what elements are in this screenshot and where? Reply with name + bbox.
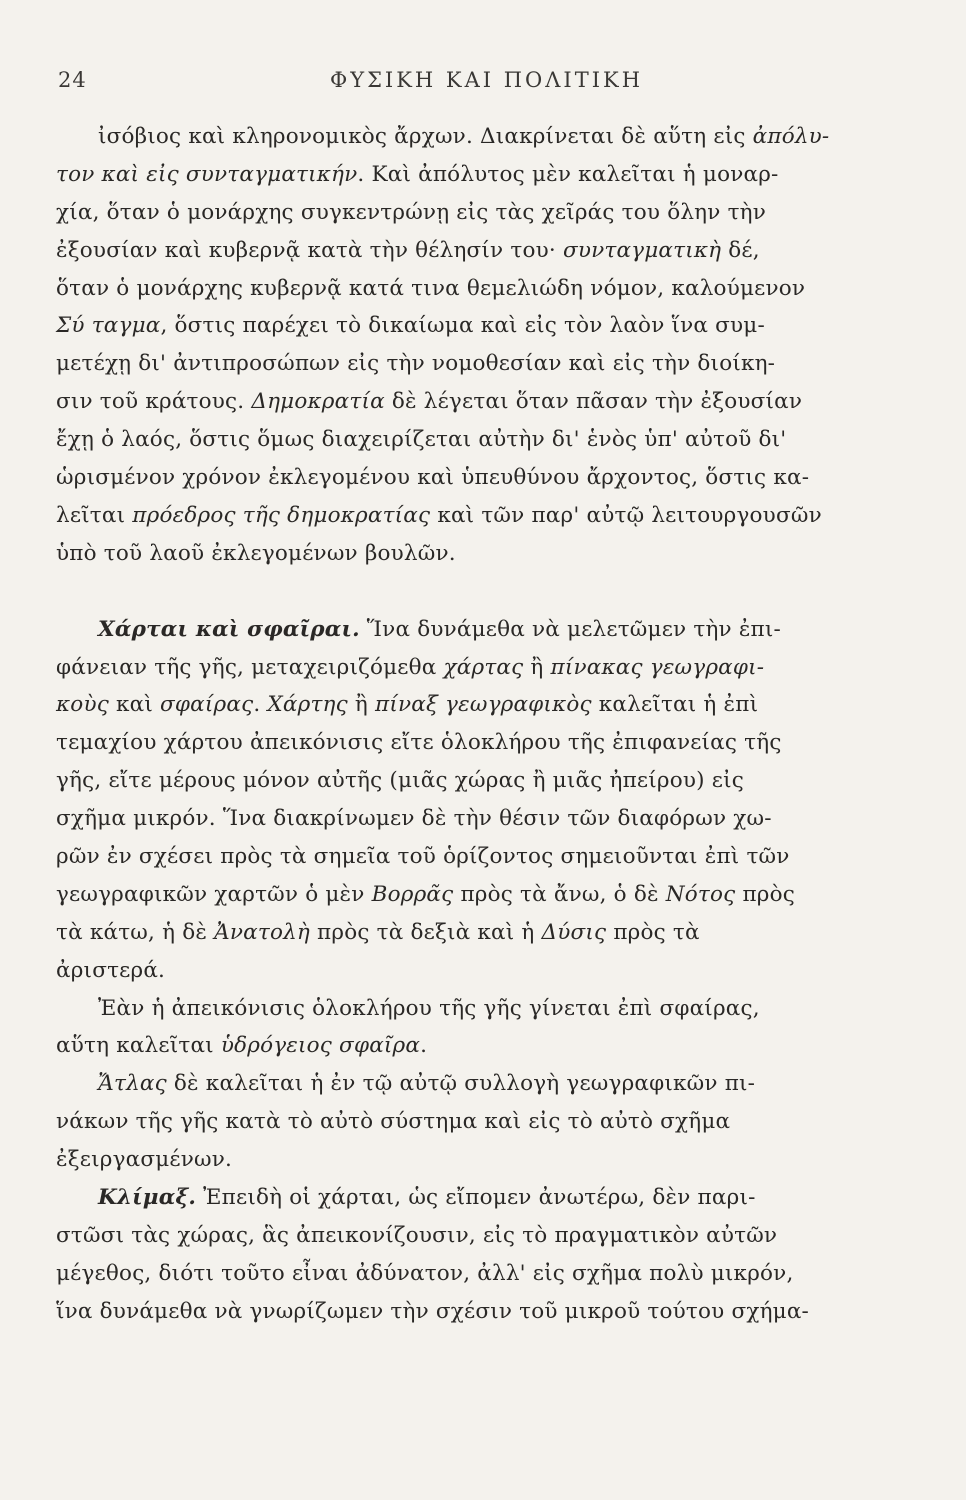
text-line	[56, 1027, 828, 1065]
text-line	[56, 686, 828, 724]
text-run: Ἵνα δυνάμεθα νὰ μελετῶμεν τὴν ἐπι-	[359, 616, 781, 642]
text-line	[56, 232, 828, 270]
text-run: Ἐπειδὴ οἱ χάρται, ὡς εἴπομεν ἀνωτέρω, δὲν παρι-	[196, 1185, 756, 1211]
text-line	[56, 952, 828, 990]
text-run: καὶ	[108, 692, 161, 718]
text-run: ὡρισμένον χρόνον ἐκλεγομένου καὶ ὑπευθύνου ἄρχοντος, ὅστις κα-	[56, 465, 810, 491]
text-line	[56, 800, 828, 838]
text-line	[56, 724, 828, 762]
text-line	[56, 383, 828, 421]
text-run: ἐξουσίαν καὶ κυβερνᾷ κατὰ τὴν θέλησίν του·	[56, 237, 563, 263]
running-title: ΦΥΣΙΚΗ ΚΑΙ ΠΟΛΙΤΙΚΗ	[330, 68, 644, 92]
text-run: στῶσι τὰς χώρας, ἃς ἀπεικονίζουσιν, εἰς τὸ πραγματικὸν αὐτῶν	[56, 1222, 778, 1248]
text-run: φάνειαν τῆς γῆς, μεταχειριζόμεθα	[56, 654, 444, 680]
text-line	[56, 1141, 828, 1179]
text-run: νάκων τῆς γῆς κατὰ τὸ αὐτὸ σύστημα καὶ εἰς τὸ αὐτὸ σχῆμα	[56, 1109, 731, 1135]
paragraph-government-forms	[56, 118, 828, 573]
text-line	[56, 497, 828, 535]
page-number: 24	[58, 68, 87, 92]
italic-term: πίνακας γεωγραφι-	[550, 654, 765, 680]
italic-term: χάρτας	[443, 654, 524, 680]
text-run: ρῶν ἐν σχέσει πρὸς τὰ σημεῖα τοῦ ὁρίζοντος σημειοῦνται ἐπὶ τῶν	[56, 844, 790, 870]
text-run: μετέχῃ δι' ἀντιπροσώπων εἰς τὴν νομοθεσίαν καὶ εἰς τὴν διοίκη-	[56, 351, 776, 377]
text-run: καὶ τῶν παρ' αὐτῷ λειτουργουσῶν	[430, 502, 822, 528]
italic-term: Σύ ταγμα	[56, 313, 161, 339]
text-run: τεμαχίου χάρτου ἀπεικόνισις εἴτε ὁλοκλήρου τῆς ἐπιφανείας τῆς	[56, 730, 782, 756]
text-run: .	[420, 1033, 428, 1059]
text-run: ἔχῃ ὁ λαός, ὅστις ὅμως διαχειρίζεται αὐτὴν δι' ἑνὸς ὑπ' αὐτοῦ δι'	[56, 427, 787, 453]
text-line	[56, 611, 828, 649]
italic-term: Ἀνατολὴ	[214, 919, 311, 945]
text-line	[56, 421, 828, 459]
text-run: δὲ λέγεται ὅταν πᾶσαν τὴν ἐξουσίαν	[384, 389, 803, 415]
paragraph-globe	[56, 990, 828, 1066]
section-heading: Χάρται καὶ σφαῖραι.	[98, 616, 360, 642]
body-text	[56, 118, 828, 1331]
paragraph-atlas	[56, 1065, 828, 1179]
text-run: δὲ καλεῖται ἡ ἐν τῷ αὐτῷ συλλογὴ γεωγραφικῶν πι-	[166, 1071, 756, 1097]
text-line	[56, 649, 828, 687]
paragraph-maps-and-globes	[56, 611, 828, 990]
text-line	[56, 345, 828, 383]
text-line	[56, 914, 828, 952]
italic-term: Χάρτης	[267, 692, 348, 718]
text-run: , ὅστις παρέχει τὸ δικαίωμα καὶ εἰς τὸν λαὸν ἵνα συμ-	[160, 313, 765, 339]
text-run: πρὸς τὰ ἄνω, ὁ δὲ	[453, 881, 666, 907]
text-run: πρὸς	[735, 881, 795, 907]
section-break	[56, 573, 828, 611]
text-run: ἐξειργασμένων.	[56, 1147, 233, 1173]
italic-term: πίναξ γεωγραφικὸς	[375, 692, 592, 718]
italic-term: Δύσις	[541, 919, 607, 945]
text-line	[56, 1065, 828, 1103]
paragraph-scale	[56, 1179, 828, 1331]
italic-term: κοὺς	[56, 692, 109, 718]
running-head	[58, 68, 838, 104]
italic-term: Νότος	[665, 881, 736, 907]
text-run: καλεῖται ἡ ἐπὶ	[591, 692, 759, 718]
text-line	[56, 194, 828, 232]
text-line	[56, 459, 828, 497]
text-line	[56, 156, 828, 194]
text-run: γεωγραφικῶν χαρτῶν ὁ μὲν	[56, 881, 372, 907]
text-run: ἰσόβιος καὶ κληρονομικὸς ἄρχων. Διακρίνεται δὲ αὕτη εἰς	[98, 124, 753, 149]
text-run: ἢ	[523, 654, 551, 680]
text-run: . Καὶ ἀπόλυτος μὲν καλεῖται ἡ μοναρ-	[357, 161, 779, 187]
text-line	[56, 762, 828, 800]
text-line	[56, 1179, 828, 1217]
text-run: ἀριστερά.	[56, 957, 166, 983]
text-run: γῆς, εἴτε μέρους μόνον αὐτῆς (μιᾶς χώρας ἢ μιᾶς ἠπείρου) εἰς	[56, 768, 744, 794]
text-line	[56, 1293, 828, 1331]
text-line	[56, 270, 828, 308]
italic-term: Δημοκρατία	[251, 389, 385, 415]
text-run: ὅταν ὁ μονάρχης κυβερνᾷ κατά τινα θεμελιώδη νόμον, καλούμενον	[56, 275, 806, 301]
text-run: λεῖται	[56, 502, 133, 528]
text-run: αὕτη καλεῖται	[56, 1033, 221, 1059]
italic-term: τον καὶ εἰς συνταγματικήν	[56, 161, 358, 187]
text-run: σχῆμα μικρόν. Ἵνα διακρίνωμεν δὲ τὴν θέσιν τῶν διαφόρων χω-	[56, 806, 772, 832]
text-run: πρὸς τὰ δεξιὰ καὶ ἡ	[310, 919, 542, 945]
text-run: τὰ κάτω, ἡ δὲ	[56, 919, 215, 945]
section-heading: Κλίμαξ.	[98, 1185, 197, 1211]
text-line	[56, 1103, 828, 1141]
text-run: ἵνα δυνάμεθα νὰ γνωρίζωμεν τὴν σχέσιν τοῦ μικροῦ τούτου σχήμα-	[56, 1298, 810, 1324]
text-run: μέγεθος, διότι τοῦτο εἶναι ἀδύνατον, ἀλλ' εἰς σχῆμα πολὺ μικρόν,	[56, 1260, 794, 1286]
text-line	[56, 307, 828, 345]
text-line	[56, 1255, 828, 1293]
italic-term: Βορρᾶς	[371, 881, 454, 907]
text-run: σιν τοῦ κράτους.	[56, 389, 252, 415]
text-run: ὑπὸ τοῦ λαοῦ ἐκλεγομένων βουλῶν.	[56, 540, 456, 566]
text-line	[56, 1217, 828, 1255]
text-run: Ἐὰν ἡ ἀπεικόνισις ὁλοκλήρου τῆς γῆς γίνεται ἐπὶ σφαίρας,	[98, 995, 760, 1021]
italic-term: πρόεδρος τῆς δημοκρατίας	[132, 502, 431, 528]
text-run: πρὸς τὰ	[606, 919, 700, 945]
text-run: χία, ὅταν ὁ μονάρχης συγκεντρώνῃ εἰς τὰς χεῖράς του ὅλην τὴν	[56, 199, 767, 225]
text-run: ἢ	[347, 692, 376, 718]
italic-term: σφαίρας	[160, 692, 254, 718]
text-run: .	[253, 692, 268, 718]
text-line	[56, 876, 828, 914]
text-line	[56, 535, 828, 573]
text-line	[56, 990, 828, 1028]
italic-term: συνταγματικὴ	[562, 237, 722, 263]
italic-term: Ἄτλας	[98, 1071, 167, 1097]
italic-term: ἀπόλυ-	[752, 124, 830, 149]
text-line	[56, 118, 828, 156]
italic-term: ὑδρόγειος σφαῖρα	[220, 1033, 421, 1059]
text-run: δέ,	[721, 237, 760, 263]
text-line	[56, 838, 828, 876]
